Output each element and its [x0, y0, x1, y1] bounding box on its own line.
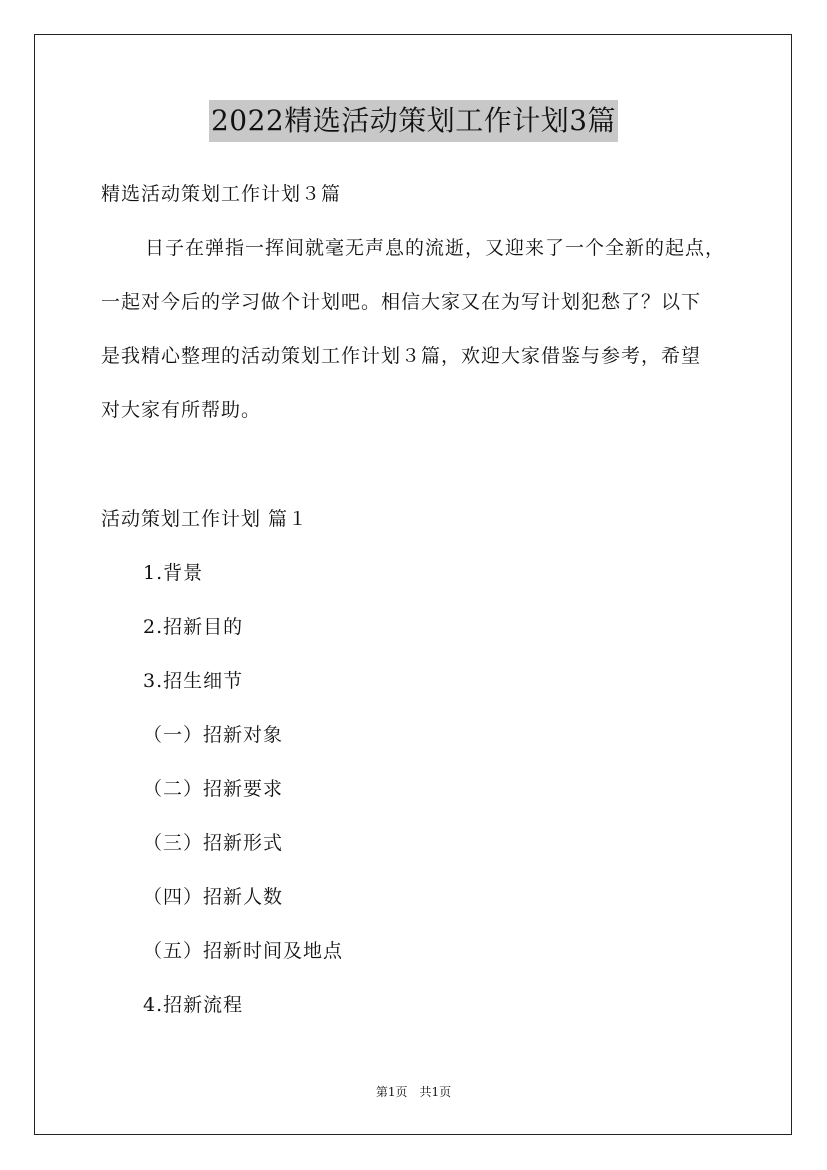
list-subitem-format: （三）招新形式 — [143, 832, 284, 854]
list-item-recruit-details: 3.招生细节 — [143, 670, 244, 692]
list-subitem-requirements: （二）招新要求 — [143, 778, 284, 800]
intro-line-1: 日子在弹指一挥间就毫无声息的流逝，又迎来了一个全新的起点， — [145, 237, 726, 259]
intro-line-2: 一起对今后的学习做个计划吧。相信大家又在为写计划犯愁了？以下 — [101, 291, 702, 313]
document-subtitle: 精选活动策划工作计划３篇 — [101, 183, 342, 205]
list-item-background: 1.背景 — [143, 562, 204, 584]
list-item-recruit-process: 4.招新流程 — [143, 994, 244, 1016]
section-heading: 活动策划工作计划 篇１ — [101, 508, 309, 530]
page-footer: 第1页 共1页 — [375, 1085, 452, 1099]
list-subitem-time-place: （五）招新时间及地点 — [143, 940, 344, 962]
list-item-recruit-goal: 2.招新目的 — [143, 616, 244, 638]
list-subitem-target: （一）招新对象 — [143, 724, 284, 746]
intro-line-3: 是我精心整理的活动策划工作计划３篇，欢迎大家借鉴与参考，希望 — [101, 345, 702, 367]
title-container — [0, 100, 827, 142]
list-subitem-headcount: （四）招新人数 — [143, 886, 284, 908]
intro-line-4: 对大家有所帮助。 — [101, 399, 262, 421]
document-title: 2022精选活动策划工作计划3篇 — [209, 100, 618, 142]
